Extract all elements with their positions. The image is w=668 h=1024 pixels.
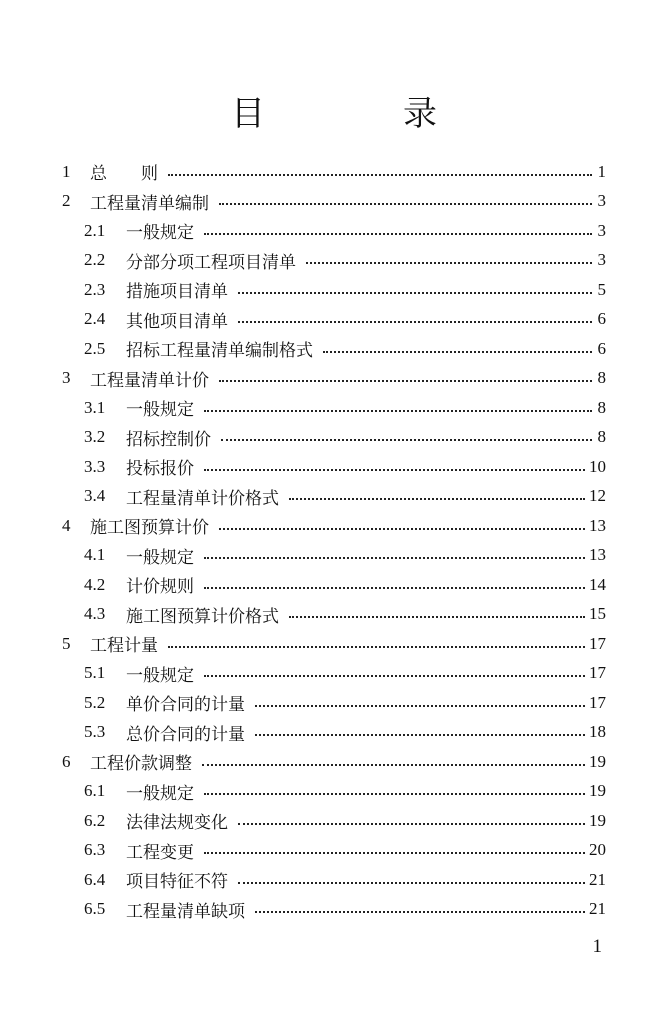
toc-section-entry [62, 305, 606, 335]
dot-leader [204, 852, 585, 854]
toc-entry-title: 计价规则 [126, 577, 194, 598]
toc-entry-number: 4.2 [84, 574, 106, 594]
toc-entry-title: 其他项目清单 [126, 311, 228, 332]
dot-leader [221, 439, 592, 441]
toc-entry-title: 施工图预算计价格式 [126, 606, 279, 627]
dot-leader [168, 646, 585, 648]
dot-leader [323, 351, 592, 353]
toc-entry-page: 8 [597, 427, 606, 447]
toc-entry-number: 6.2 [84, 810, 106, 830]
toc-entry-number: 2.3 [84, 279, 106, 299]
toc-section-entry [62, 216, 606, 246]
dot-leader [255, 734, 585, 736]
toc-entry-title: 工程量清单缺项 [126, 901, 245, 922]
toc-section-entry [62, 423, 606, 453]
toc-entry-number: 2.2 [84, 250, 106, 270]
toc-section-entry [62, 777, 606, 807]
toc-chapter-entry [62, 629, 606, 659]
toc-entry-number: 5 [62, 633, 71, 653]
dot-leader [255, 911, 585, 913]
toc-chapter-entry [62, 747, 606, 777]
dot-leader [168, 174, 592, 176]
toc-entry-page: 8 [597, 368, 606, 388]
toc-section-entry [62, 688, 606, 718]
dot-leader [219, 528, 585, 530]
dot-leader [289, 498, 585, 500]
toc-entry-page: 3 [597, 191, 606, 211]
toc-entry-number: 2.4 [84, 309, 106, 329]
toc-entry-page: 17 [589, 663, 606, 683]
toc-section-entry [62, 895, 606, 925]
toc-entry-number: 3.3 [84, 456, 106, 476]
toc-entry-title: 施工图预算计价 [90, 518, 209, 539]
toc-entry-page: 20 [589, 840, 606, 860]
toc-entry-title: 一般规定 [126, 783, 194, 804]
toc-entry-page: 10 [589, 456, 606, 476]
toc-entry-number: 4 [62, 515, 71, 535]
table-of-contents [62, 157, 606, 924]
toc-entry-title: 工程价款调整 [90, 754, 192, 775]
toc-section-entry [62, 334, 606, 364]
toc-entry-title: 措施项目清单 [126, 282, 228, 303]
toc-entry-title: 一般规定 [126, 223, 194, 244]
toc-entry-title: 工程变更 [126, 842, 194, 863]
dot-leader [238, 321, 592, 323]
toc-section-entry [62, 718, 606, 748]
page-title: 目 录 [231, 94, 489, 134]
toc-section-entry [62, 570, 606, 600]
toc-entry-page: 19 [589, 751, 606, 771]
toc-entry-title: 工程量清单编制 [90, 193, 209, 214]
toc-entry-number: 3.1 [84, 397, 106, 417]
toc-entry-number: 6.3 [84, 840, 106, 860]
dot-leader [238, 292, 592, 294]
toc-entry-title: 单价合同的计量 [126, 695, 245, 716]
toc-entry-page: 6 [597, 338, 606, 358]
toc-entry-page: 21 [589, 869, 606, 889]
toc-entry-number: 1 [62, 161, 71, 181]
toc-chapter-entry [62, 511, 606, 541]
toc-entry-number: 5.3 [84, 722, 106, 742]
toc-entry-number: 6.1 [84, 781, 106, 801]
toc-section-entry [62, 393, 606, 423]
toc-entry-page: 19 [589, 781, 606, 801]
dot-leader [204, 233, 592, 235]
toc-entry-title: 总 则 [90, 164, 158, 185]
toc-section-entry [62, 836, 606, 866]
toc-entry-title: 工程量清单计价 [90, 370, 209, 391]
dot-leader [238, 823, 585, 825]
toc-section-entry [62, 452, 606, 482]
toc-entry-page: 8 [597, 397, 606, 417]
toc-entry-page: 3 [597, 250, 606, 270]
toc-entry-number: 5.2 [84, 692, 106, 712]
toc-entry-number: 3 [62, 368, 71, 388]
toc-entry-title: 工程量清单计价格式 [126, 488, 279, 509]
toc-entry-page: 18 [589, 722, 606, 742]
toc-entry-title: 一般规定 [126, 665, 194, 686]
toc-entry-title: 招标控制价 [126, 429, 211, 450]
toc-entry-number: 6.4 [84, 869, 106, 889]
toc-section-entry [62, 806, 606, 836]
toc-chapter-entry [62, 187, 606, 217]
dot-leader [219, 203, 592, 205]
dot-leader [204, 793, 585, 795]
toc-entry-number: 2.1 [84, 220, 106, 240]
dot-leader [238, 882, 585, 884]
page-number: 1 [592, 936, 602, 957]
dot-leader [202, 764, 585, 766]
toc-entry-page: 13 [589, 515, 606, 535]
toc-entry-title: 项目特征不符 [126, 872, 228, 893]
toc-section-entry [62, 659, 606, 689]
toc-entry-title: 总价合同的计量 [126, 724, 245, 745]
toc-entry-page: 6 [597, 309, 606, 329]
toc-section-entry [62, 246, 606, 276]
dot-leader [204, 557, 585, 559]
toc-entry-page: 14 [589, 574, 606, 594]
toc-entry-number: 3.2 [84, 427, 106, 447]
toc-section-entry [62, 541, 606, 571]
dot-leader [289, 616, 585, 618]
toc-entry-page: 17 [589, 692, 606, 712]
toc-entry-number: 2.5 [84, 338, 106, 358]
toc-entry-page: 12 [589, 486, 606, 506]
toc-entry-title: 投标报价 [126, 459, 194, 480]
toc-entry-page: 21 [589, 899, 606, 919]
toc-entry-page: 1 [597, 161, 606, 181]
toc-entry-number: 6.5 [84, 899, 106, 919]
toc-entry-page: 19 [589, 810, 606, 830]
toc-entry-title: 一般规定 [126, 547, 194, 568]
toc-entry-page: 3 [597, 220, 606, 240]
toc-entry-number: 6 [62, 751, 71, 771]
dot-leader [255, 705, 585, 707]
toc-section-entry [62, 865, 606, 895]
toc-entry-number: 4.3 [84, 604, 106, 624]
toc-entry-number: 3.4 [84, 486, 106, 506]
dot-leader [204, 469, 585, 471]
dot-leader [204, 410, 592, 412]
toc-entry-number: 2 [62, 191, 71, 211]
dot-leader [204, 587, 585, 589]
dot-leader [306, 262, 592, 264]
dot-leader [219, 380, 592, 382]
toc-entry-page: 5 [597, 279, 606, 299]
toc-entry-page: 17 [589, 633, 606, 653]
toc-section-entry [62, 482, 606, 512]
toc-entry-title: 工程计量 [90, 636, 158, 657]
toc-chapter-entry [62, 157, 606, 187]
toc-entry-page: 13 [589, 545, 606, 565]
dot-leader [204, 675, 585, 677]
toc-entry-number: 4.1 [84, 545, 106, 565]
toc-entry-title: 法律法规变化 [126, 813, 228, 834]
toc-entry-number: 5.1 [84, 663, 106, 683]
toc-entry-title: 分部分项工程项目清单 [126, 252, 296, 273]
toc-section-entry [62, 275, 606, 305]
toc-entry-page: 15 [589, 604, 606, 624]
toc-section-entry [62, 600, 606, 630]
toc-entry-title: 招标工程量清单编制格式 [126, 341, 313, 362]
toc-entry-title: 一般规定 [126, 400, 194, 421]
toc-chapter-entry [62, 364, 606, 394]
